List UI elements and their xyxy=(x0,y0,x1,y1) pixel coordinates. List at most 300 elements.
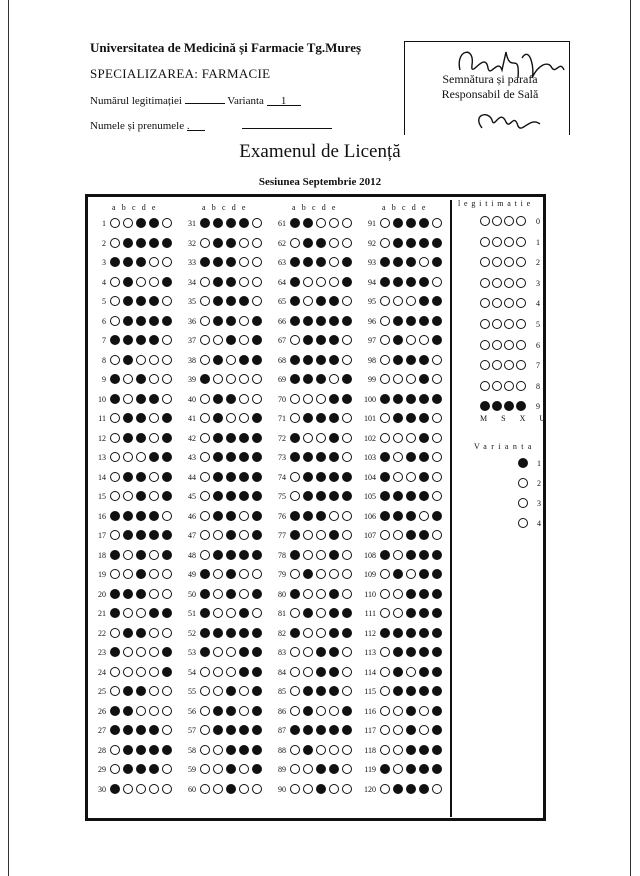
answer-bubble xyxy=(252,608,262,618)
answer-bubble xyxy=(290,569,300,579)
answer-bubble xyxy=(329,608,339,618)
answer-bubble xyxy=(149,550,159,560)
answer-bubble xyxy=(419,550,429,560)
answer-bubble xyxy=(149,491,159,501)
answer-bubble xyxy=(136,764,146,774)
varianta-option-label: 1 xyxy=(537,459,541,468)
answer-bubble xyxy=(316,706,326,716)
question-number: 19 xyxy=(98,570,106,579)
answer-bubble xyxy=(239,784,249,794)
legitimatie-bubble xyxy=(504,278,514,288)
answer-bubble xyxy=(149,608,159,618)
answer-bubble xyxy=(162,628,172,638)
answer-bubble xyxy=(329,530,339,540)
answer-bubble xyxy=(316,238,326,248)
answer-bubble xyxy=(406,647,416,657)
answer-bubble xyxy=(329,355,339,365)
answer-bubble xyxy=(110,491,120,501)
answer-bubble xyxy=(316,784,326,794)
answer-bubble xyxy=(110,355,120,365)
answer-bubble xyxy=(162,394,172,404)
answer-bubble xyxy=(342,277,352,287)
answer-bubble xyxy=(329,725,339,735)
answer-bubble xyxy=(303,355,313,365)
answer-bubble xyxy=(213,667,223,677)
answer-bubble xyxy=(380,784,390,794)
handwritten-signature-icon xyxy=(440,30,570,150)
answer-bubble xyxy=(123,374,133,384)
legitimatie-bubble xyxy=(492,340,502,350)
answer-bubble xyxy=(290,745,300,755)
answer-bubble xyxy=(342,238,352,248)
question-number: 60 xyxy=(188,784,196,794)
answer-bubble xyxy=(226,296,236,306)
answer-bubble xyxy=(380,530,390,540)
answer-bubble xyxy=(329,569,339,579)
answer-bubble xyxy=(406,491,416,501)
answer-bubble xyxy=(432,413,442,423)
answer-bubble xyxy=(406,277,416,287)
answer-bubble xyxy=(329,413,339,423)
answer-bubble xyxy=(406,335,416,345)
question-number: 25 xyxy=(98,687,106,696)
answer-bubble xyxy=(110,433,120,443)
answer-bubble xyxy=(136,784,146,794)
answer-bubble xyxy=(290,608,300,618)
answer-bubble xyxy=(290,647,300,657)
question-number: 108 xyxy=(364,550,376,560)
question-number: 5 xyxy=(102,297,106,306)
answer-bubble xyxy=(162,316,172,326)
answer-bubble xyxy=(136,413,146,423)
answer-bubble xyxy=(239,647,249,657)
legitimatie-bubble xyxy=(492,381,502,391)
question-number: 44 xyxy=(188,472,196,482)
question-number: 93 xyxy=(368,258,376,267)
question-number: 7 xyxy=(102,336,106,345)
answer-bubble xyxy=(419,745,429,755)
answer-bubble xyxy=(342,433,352,443)
answer-bubble xyxy=(432,745,442,755)
question-number: 57 xyxy=(188,726,196,735)
varianta-bubble xyxy=(518,478,528,488)
answer-bubble xyxy=(149,569,159,579)
answer-bubble xyxy=(290,667,300,677)
sheet-divider xyxy=(450,200,452,817)
question-number: 48 xyxy=(188,550,196,560)
question-number: 12 xyxy=(98,433,106,443)
answer-bubble xyxy=(162,472,172,482)
question-number: 10 xyxy=(98,394,106,404)
answer-bubble xyxy=(200,394,210,404)
answer-bubble xyxy=(226,257,236,267)
legitimatie-column-labels: M S X U xyxy=(480,414,552,423)
question-number: 97 xyxy=(368,336,376,345)
answer-bubble xyxy=(149,764,159,774)
question-number: 106 xyxy=(364,511,376,521)
answer-bubble xyxy=(162,530,172,540)
answer-bubble xyxy=(393,433,403,443)
answer-column-header: abcde xyxy=(112,203,162,212)
answer-bubble xyxy=(342,374,352,384)
answer-bubble xyxy=(226,647,236,657)
scan-left-edge xyxy=(8,0,9,876)
answer-bubble xyxy=(213,433,223,443)
answer-bubble xyxy=(200,550,210,560)
question-number: 99 xyxy=(368,375,376,384)
question-number: 77 xyxy=(278,531,286,540)
answer-bubble xyxy=(432,218,442,228)
question-number: 76 xyxy=(278,511,286,521)
legitimatie-bubble xyxy=(504,381,514,391)
answer-bubble xyxy=(149,218,159,228)
answer-bubble xyxy=(252,394,262,404)
answer-bubble xyxy=(213,491,223,501)
answer-bubble xyxy=(290,394,300,404)
question-number: 28 xyxy=(98,745,106,755)
answer-bubble xyxy=(162,764,172,774)
answer-bubble xyxy=(200,413,210,423)
answer-bubble xyxy=(393,725,403,735)
answer-bubble xyxy=(290,764,300,774)
varianta-bubble xyxy=(518,498,528,508)
answer-bubble xyxy=(123,608,133,618)
answer-bubble xyxy=(316,472,326,482)
answer-bubble xyxy=(213,296,223,306)
answer-bubble xyxy=(239,355,249,365)
answer-bubble xyxy=(110,511,120,521)
answer-bubble xyxy=(149,296,159,306)
answer-bubble xyxy=(162,569,172,579)
answer-bubble xyxy=(432,316,442,326)
answer-bubble xyxy=(213,745,223,755)
answer-bubble xyxy=(252,530,262,540)
answer-bubble xyxy=(406,433,416,443)
question-number: 105 xyxy=(364,492,376,501)
answer-bubble xyxy=(380,608,390,618)
answer-bubble xyxy=(213,725,223,735)
answer-bubble xyxy=(419,413,429,423)
answer-bubble xyxy=(290,784,300,794)
answer-bubble xyxy=(432,511,442,521)
answer-bubble xyxy=(149,706,159,716)
answer-bubble xyxy=(136,257,146,267)
answer-bubble xyxy=(432,569,442,579)
legitimatie-digit-label: 0 xyxy=(536,217,540,226)
answer-bubble xyxy=(226,218,236,228)
question-number: 54 xyxy=(188,667,196,677)
answer-bubble xyxy=(419,530,429,540)
varianta-value: 1 xyxy=(267,95,301,106)
answer-bubble xyxy=(200,745,210,755)
varianta-option-label: 2 xyxy=(537,479,541,488)
answer-bubble xyxy=(419,511,429,521)
question-number: 9 xyxy=(102,375,106,384)
answer-bubble xyxy=(290,472,300,482)
answer-bubble xyxy=(252,296,262,306)
answer-bubble xyxy=(393,745,403,755)
question-number: 70 xyxy=(278,394,286,404)
answer-bubble xyxy=(393,706,403,716)
signature-line1: Semnătura și parafa xyxy=(442,72,538,86)
answer-bubble xyxy=(406,686,416,696)
question-number: 20 xyxy=(98,589,106,599)
legitimatie-bubble xyxy=(492,278,502,288)
answer-bubble xyxy=(239,257,249,267)
question-number: 120 xyxy=(364,784,376,794)
answer-bubble xyxy=(432,589,442,599)
answer-bubble xyxy=(432,608,442,618)
legitimatie-bubble xyxy=(480,278,490,288)
question-number: 71 xyxy=(278,414,286,423)
answer-bubble xyxy=(393,374,403,384)
question-number: 84 xyxy=(278,667,286,677)
question-number: 90 xyxy=(278,784,286,794)
answer-bubble xyxy=(149,686,159,696)
answer-bubble xyxy=(162,296,172,306)
answer-bubble xyxy=(213,238,223,248)
answer-bubble xyxy=(406,238,416,248)
answer-bubble xyxy=(252,413,262,423)
answer-bubble xyxy=(432,238,442,248)
answer-bubble xyxy=(380,589,390,599)
answer-bubble xyxy=(316,491,326,501)
answer-bubble xyxy=(123,277,133,287)
answer-bubble xyxy=(149,472,159,482)
question-number: 11 xyxy=(98,414,106,423)
question-number: 88 xyxy=(278,745,286,755)
answer-bubble xyxy=(123,257,133,267)
answer-bubble xyxy=(200,355,210,365)
question-number: 39 xyxy=(188,375,196,384)
answer-bubble xyxy=(239,316,249,326)
answer-bubble xyxy=(162,238,172,248)
answer-bubble xyxy=(393,277,403,287)
answer-bubble xyxy=(239,472,249,482)
nume-label: Numele și prenumele xyxy=(90,120,185,132)
question-number: 100 xyxy=(364,394,376,404)
answer-bubble xyxy=(432,764,442,774)
answer-bubble xyxy=(226,335,236,345)
answer-bubble xyxy=(342,667,352,677)
question-number: 69 xyxy=(278,375,286,384)
answer-bubble xyxy=(110,706,120,716)
answer-bubble xyxy=(123,764,133,774)
answer-bubble xyxy=(162,550,172,560)
answer-column-header: abcde xyxy=(292,203,342,212)
answer-bubble xyxy=(110,589,120,599)
answer-bubble xyxy=(303,277,313,287)
question-number: 61 xyxy=(278,219,286,228)
answer-bubble xyxy=(110,296,120,306)
answer-bubble xyxy=(380,452,390,462)
answer-bubble xyxy=(419,589,429,599)
question-number: 26 xyxy=(98,706,106,716)
answer-bubble xyxy=(406,569,416,579)
answer-bubble xyxy=(200,238,210,248)
answer-bubble xyxy=(213,316,223,326)
answer-bubble xyxy=(329,647,339,657)
answer-bubble xyxy=(329,550,339,560)
question-number: 65 xyxy=(278,297,286,306)
answer-bubble xyxy=(136,706,146,716)
answer-bubble xyxy=(419,667,429,677)
question-number: 34 xyxy=(188,277,196,287)
question-number: 67 xyxy=(278,336,286,345)
answer-bubble xyxy=(342,257,352,267)
answer-bubble xyxy=(380,745,390,755)
answer-bubble xyxy=(123,296,133,306)
answer-bubble xyxy=(226,355,236,365)
answer-bubble xyxy=(110,413,120,423)
answer-bubble xyxy=(432,628,442,638)
question-number: 46 xyxy=(188,511,196,521)
answer-bubble xyxy=(419,296,429,306)
answer-bubble xyxy=(200,686,210,696)
answer-bubble xyxy=(290,452,300,462)
question-number: 36 xyxy=(188,316,196,326)
answer-bubble xyxy=(406,784,416,794)
question-number: 6 xyxy=(102,316,106,326)
answer-bubble xyxy=(406,413,416,423)
answer-bubble xyxy=(316,277,326,287)
answer-bubble xyxy=(162,589,172,599)
answer-bubble xyxy=(149,452,159,462)
answer-bubble xyxy=(406,472,416,482)
answer-bubble xyxy=(316,628,326,638)
answer-bubble xyxy=(393,647,403,657)
answer-bubble xyxy=(226,784,236,794)
answer-bubble xyxy=(380,394,390,404)
answer-bubble xyxy=(432,394,442,404)
answer-bubble xyxy=(110,452,120,462)
answer-bubble xyxy=(123,394,133,404)
answer-bubble xyxy=(149,628,159,638)
question-number: 14 xyxy=(98,472,106,482)
session-label: Sesiunea Septembrie 2012 xyxy=(258,176,382,188)
question-number: 35 xyxy=(188,297,196,306)
answer-bubble xyxy=(226,238,236,248)
answer-bubble xyxy=(162,355,172,365)
answer-bubble xyxy=(226,628,236,638)
answer-bubble xyxy=(329,667,339,677)
answer-bubble xyxy=(252,628,262,638)
answer-bubble xyxy=(110,608,120,618)
answer-bubble xyxy=(213,784,223,794)
answer-bubble xyxy=(316,725,326,735)
answer-bubble xyxy=(342,413,352,423)
answer-bubble xyxy=(380,764,390,774)
answer-bubble xyxy=(136,452,146,462)
answer-bubble xyxy=(303,316,313,326)
answer-bubble xyxy=(149,316,159,326)
answer-bubble xyxy=(239,745,249,755)
legitimatie-digit-label: 2 xyxy=(536,258,540,268)
answer-bubble xyxy=(419,725,429,735)
answer-bubble xyxy=(419,433,429,443)
answer-bubble xyxy=(149,433,159,443)
question-number: 40 xyxy=(188,394,196,404)
question-number: 82 xyxy=(278,628,286,638)
answer-bubble xyxy=(123,784,133,794)
answer-bubble xyxy=(136,472,146,482)
answer-bubble xyxy=(239,686,249,696)
answer-bubble xyxy=(123,628,133,638)
answer-bubble xyxy=(316,550,326,560)
answer-bubble xyxy=(213,452,223,462)
answer-bubble xyxy=(316,355,326,365)
question-number: 50 xyxy=(188,589,196,599)
answer-bubble xyxy=(342,725,352,735)
question-number: 112 xyxy=(364,628,376,638)
answer-bubble xyxy=(290,238,300,248)
answer-bubble xyxy=(239,530,249,540)
question-number: 43 xyxy=(188,453,196,462)
answer-bubble xyxy=(329,706,339,716)
answer-bubble xyxy=(342,452,352,462)
exam-title: Examenul de Licență xyxy=(239,141,401,162)
answer-bubble xyxy=(123,589,133,599)
answer-bubble xyxy=(380,296,390,306)
answer-bubble xyxy=(290,511,300,521)
answer-bubble xyxy=(342,764,352,774)
answer-bubble xyxy=(290,355,300,365)
answer-bubble xyxy=(393,530,403,540)
answer-bubble xyxy=(252,218,262,228)
answer-bubble xyxy=(226,725,236,735)
legitimatie-header: legitimatie xyxy=(458,199,535,208)
answer-bubble xyxy=(406,452,416,462)
question-number: 63 xyxy=(278,258,286,267)
answer-bubble xyxy=(252,725,262,735)
answer-bubble xyxy=(226,589,236,599)
answer-bubble xyxy=(149,335,159,345)
answer-bubble xyxy=(123,452,133,462)
answer-bubble xyxy=(290,725,300,735)
legitimatie-bubble xyxy=(480,216,490,226)
answer-bubble xyxy=(110,472,120,482)
answer-bubble xyxy=(123,647,133,657)
question-number: 96 xyxy=(368,316,376,326)
answer-bubble xyxy=(316,589,326,599)
answer-bubble xyxy=(419,764,429,774)
question-number: 37 xyxy=(188,336,196,345)
answer-bubble xyxy=(200,628,210,638)
answer-bubble xyxy=(162,667,172,677)
answer-bubble xyxy=(213,374,223,384)
answer-bubble xyxy=(123,413,133,423)
answer-bubble xyxy=(200,647,210,657)
question-number: 21 xyxy=(98,609,106,618)
answer-bubble xyxy=(213,608,223,618)
answer-bubble xyxy=(316,394,326,404)
answer-bubble xyxy=(406,550,416,560)
legitimatie-digit-label: 1 xyxy=(536,237,540,247)
question-number: 73 xyxy=(278,453,286,462)
answer-bubble xyxy=(393,452,403,462)
answer-bubble xyxy=(316,218,326,228)
answer-bubble xyxy=(200,706,210,716)
answer-bubble xyxy=(303,491,313,501)
answer-bubble xyxy=(342,608,352,618)
legitimatie-digit-label: 7 xyxy=(536,361,540,371)
answer-bubble xyxy=(393,355,403,365)
answer-bubble xyxy=(303,667,313,677)
answer-bubble xyxy=(162,257,172,267)
question-number: 42 xyxy=(188,433,196,443)
legitimatie-digit-label: 4 xyxy=(536,299,540,309)
answer-bubble xyxy=(329,238,339,248)
